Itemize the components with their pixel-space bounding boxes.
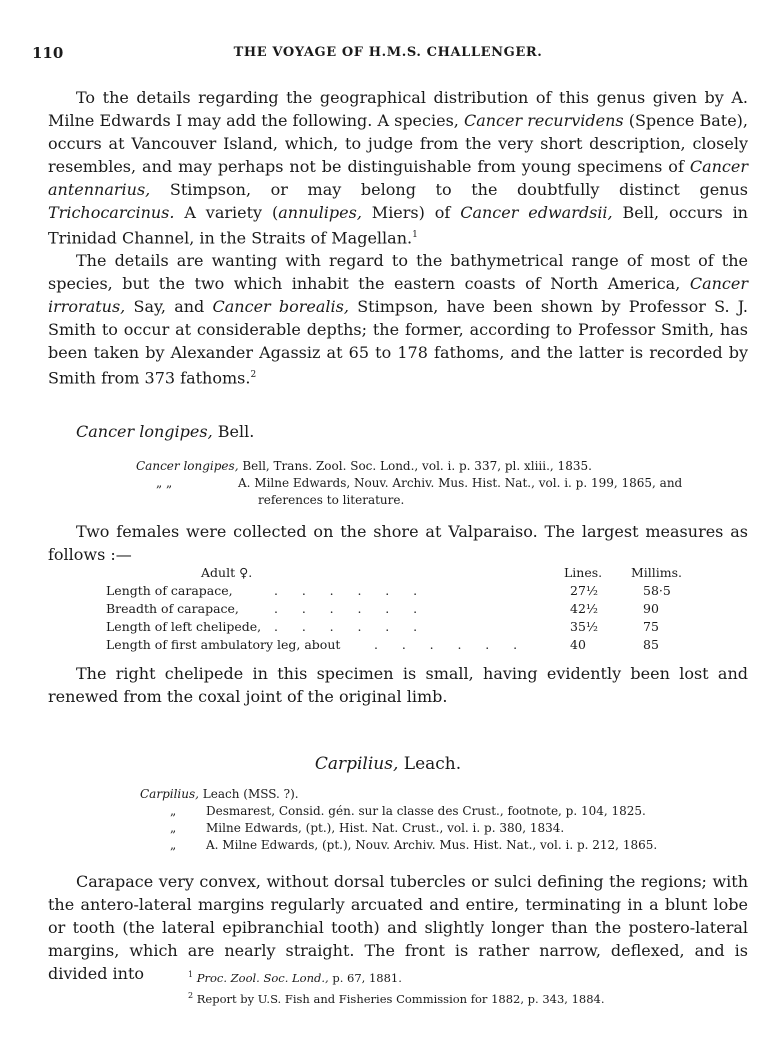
- table-row: Breadth of carapace, . . . . . . 42½ 90: [106, 601, 659, 616]
- synonymy-line: Carpilius, Leach (MSS. ?).: [140, 787, 299, 801]
- synonymy-line: „ Milne Edwards, (pt.), Hist. Nat. Crust., vol. i. p. 380, 1834.: [170, 821, 565, 835]
- species-synonymy: [136, 458, 748, 509]
- table-row: Length of carapace, . . . . . . 27½ 58·5: [106, 583, 671, 598]
- footnote-ref: 2: [250, 370, 257, 381]
- footnote-2: $^2$ Report by U.S. Fish and Fisheries Commission for 1882, p. 343, 1884.: [188, 990, 605, 1006]
- table-header-row: [106, 565, 706, 583]
- genus-description: Carapace very convex, without dorsal tubercles or sulci defining the regions; with the antero-lateral margins regularly arcuated and entire, terminating in a blunt lobe or tooth (the lateral epibranchial tooth) and slightly longer than the postero-lateral margins, which are nearly straight. The front is rather narrow, deflexed, and is divided into: [48, 872, 748, 983]
- synonymy-line: „ Desmarest, Consid. gén. sur la classe des Crust., footnote, p. 104, 1825.: [170, 804, 646, 818]
- genus-synonymy: [140, 786, 748, 854]
- footnotes: [188, 966, 748, 1008]
- table-row: Length of first ambulatory leg, about . . . . . . 40 85: [106, 637, 659, 652]
- intro-section: [48, 86, 748, 390]
- species-remark: The right chelipede in this specimen is small, having evidently been lost and renewed from the coxal joint of the original limb.: [48, 664, 748, 706]
- footnote-ref: 1: [412, 230, 418, 240]
- footnote-1: $^1$ Proc. Zool. Soc. Lond., p. 67, 1881.: [188, 970, 402, 985]
- synonymy-line: references to literature.: [258, 493, 405, 507]
- species-heading: Cancer longipes, Bell.: [76, 422, 255, 441]
- col-header-millims: Millims.: [631, 565, 683, 580]
- genus-heading: Carpilius, Leach.: [314, 754, 462, 774]
- measurement-table: [106, 565, 706, 655]
- synonymy-line: „ „ A. Milne Edwards, Nouv. Archiv. Mus. Hist. Nat., vol. i. p. 199, 1865, and: [156, 476, 683, 490]
- running-title: THE VOYAGE OF H.M.S. CHALLENGER.: [233, 45, 543, 60]
- col-header-lines: Lines.: [564, 565, 603, 580]
- table-row: Length of left chelipede, . . . . . . 35½ 75: [106, 619, 659, 634]
- page-number: 110: [32, 44, 64, 62]
- species-text: Two females were collected on the shore at Valparaiso. The largest measures as follows :—: [48, 522, 748, 564]
- synonymy-line: „ A. Milne Edwards, (pt.), Nouv. Archiv. Mus. Hist. Nat., vol. i. p. 212, 1865.: [170, 838, 658, 852]
- intro-paragraph-2: The details are wanting with regard to the bathymetrical range of most of the species, but the two which inhabit the eastern coasts of North America, Cancer irroratus, Say, and Cancer borealis, Stimpson, have been shown by Professor S. J. Smith to occur at considerable depths; the former, according to Professor Smith, has been taken by Alexander Agassiz at 65 to 178 fathoms, and the latter is recorded by Smith from 373 fathoms.$^2$: [48, 251, 749, 388]
- synonymy-line: Cancer longipes, Bell, Trans. Zool. Soc. Lond., vol. i. p. 337, pl. xliii., 1835.: [136, 459, 592, 473]
- intro-paragraph-1: To the details regarding the geographical distribution of this genus given by A. Milne Edwards I may add the following. A species, Cancer recurvidens (Spence Bate), occurs at Vancouver Island, which, to judge from the very short description, closely resembles, and may perhaps not be distinguishable from young specimens of Cancer antennarius, Stimpson, or may belong to the doubtfully distinct genus Trichocarcinus. A variety (annulipes, Miers) of Cancer edwardsii, Bell, occurs in Trinidad Channel, in the Straits of Magellan.$^1$: [48, 88, 748, 248]
- table-heading: Adult ♀.: [201, 565, 253, 580]
- running-header: [32, 44, 744, 64]
